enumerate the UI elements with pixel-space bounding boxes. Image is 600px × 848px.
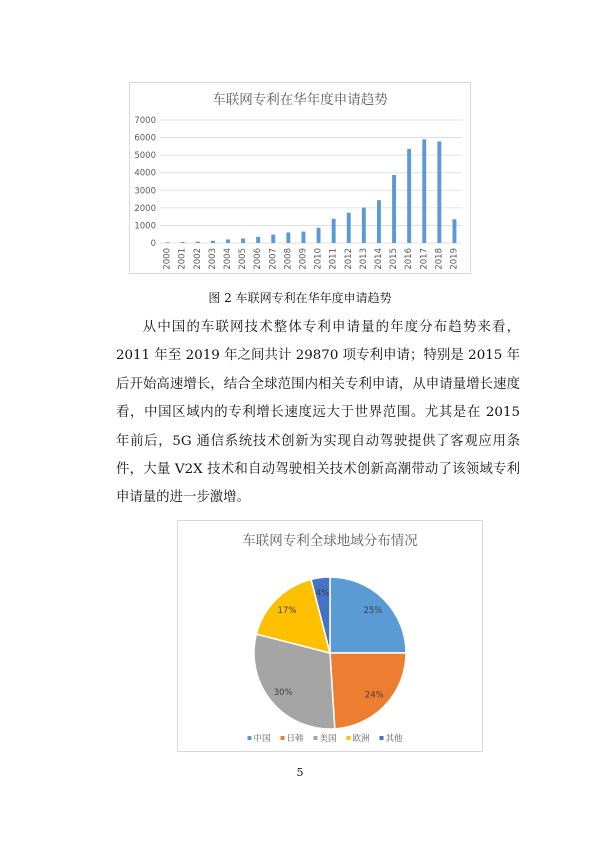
bar-chart [130, 83, 470, 273]
bar [317, 228, 321, 243]
bar [286, 232, 290, 243]
y-tick-label: 7000 [134, 116, 156, 126]
y-tick-label: 2000 [134, 203, 156, 214]
legend-swatch [347, 736, 351, 740]
pie-chart [178, 521, 482, 751]
bar [181, 242, 185, 243]
x-tick-label: 2008 [283, 248, 294, 270]
bar [377, 200, 381, 243]
page-number: 5 [296, 766, 304, 779]
bar [166, 242, 170, 243]
legend-label: 欧洲 [352, 734, 370, 744]
x-tick-label: 2015 [389, 248, 400, 270]
x-tick-label: 2014 [373, 248, 384, 270]
bar [241, 238, 245, 243]
legend-swatch [314, 736, 318, 740]
y-tick-label: 1000 [134, 221, 156, 232]
bar [271, 235, 275, 243]
bar [211, 241, 215, 243]
y-tick-label: 5000 [134, 151, 156, 162]
x-tick-label: 2002 [192, 248, 203, 270]
bar [347, 213, 351, 243]
y-tick-label: 0 [150, 239, 156, 249]
x-tick-label: 2017 [419, 248, 430, 270]
pie-data-label: 25% [363, 606, 383, 617]
y-tick-label: 3000 [134, 186, 156, 197]
figure-caption: 图 2 车联网专利在华年度申请趋势 [208, 291, 392, 305]
bar [437, 141, 441, 243]
x-tick-label: 2011 [328, 248, 339, 270]
pie-data-label: 30% [273, 687, 293, 698]
legend-label: 美国 [319, 734, 337, 744]
x-tick-label: 2005 [238, 248, 249, 270]
y-tick-label: 6000 [134, 133, 156, 144]
legend-swatch [248, 736, 252, 740]
legend-label: 中国 [253, 734, 271, 744]
bar [226, 239, 230, 243]
bar [392, 175, 396, 243]
x-tick-label: 2010 [313, 248, 324, 270]
legend-label: 其他 [385, 734, 403, 744]
pie-data-label: 4% [315, 588, 330, 599]
x-tick-label: 2009 [298, 248, 309, 270]
pie-chart-title: 车联网专利全球地域分布情况 [242, 533, 418, 549]
bar [196, 242, 200, 243]
bar [332, 219, 336, 243]
pie-data-label: 24% [364, 690, 384, 701]
body-paragraph: 从中国的车联网技术整体专利申请量的年度分布趋势来看，2011 年至 2019 年之间共计 29870 项专利申请；特别是 2015 年后开始高速增长，结合全球范围内相关专利申请，从申请量增长速度看，中国区域内的专利增长速度远大于世界范围。尤其是在 2015 年前后，5G 通信系统技术创新为实现自动驾驶提供了客观应用条件，大量 V2X 技术和自动驾驶相关技术创新高潮带动了该领域专利申请量的进一步激增。 [116, 320, 520, 506]
x-tick-label: 2003 [207, 248, 218, 270]
bar [422, 139, 426, 243]
x-tick-label: 2007 [268, 248, 279, 270]
bar [301, 232, 305, 243]
legend-label: 日韩 [286, 734, 304, 744]
x-tick-label: 2018 [434, 248, 445, 270]
x-tick-label: 2000 [162, 248, 173, 270]
pie-data-label: 17% [277, 606, 297, 617]
bar [407, 149, 411, 243]
x-tick-label: 2006 [253, 248, 264, 270]
x-tick-label: 2001 [177, 248, 188, 270]
bar-chart-frame [129, 82, 471, 274]
bar [452, 219, 456, 243]
bar [362, 208, 366, 243]
x-tick-label: 2013 [358, 248, 369, 270]
legend-swatch [380, 736, 384, 740]
x-tick-label: 2004 [222, 248, 233, 270]
pie-chart-frame [177, 520, 483, 752]
x-tick-label: 2012 [343, 248, 354, 270]
legend-swatch [281, 736, 285, 740]
bar [256, 237, 260, 243]
y-tick-label: 4000 [134, 168, 156, 179]
x-tick-label: 2016 [404, 248, 415, 270]
x-tick-label: 2019 [449, 248, 460, 270]
bar-chart-title: 车联网专利在华年度申请趋势 [212, 92, 388, 108]
